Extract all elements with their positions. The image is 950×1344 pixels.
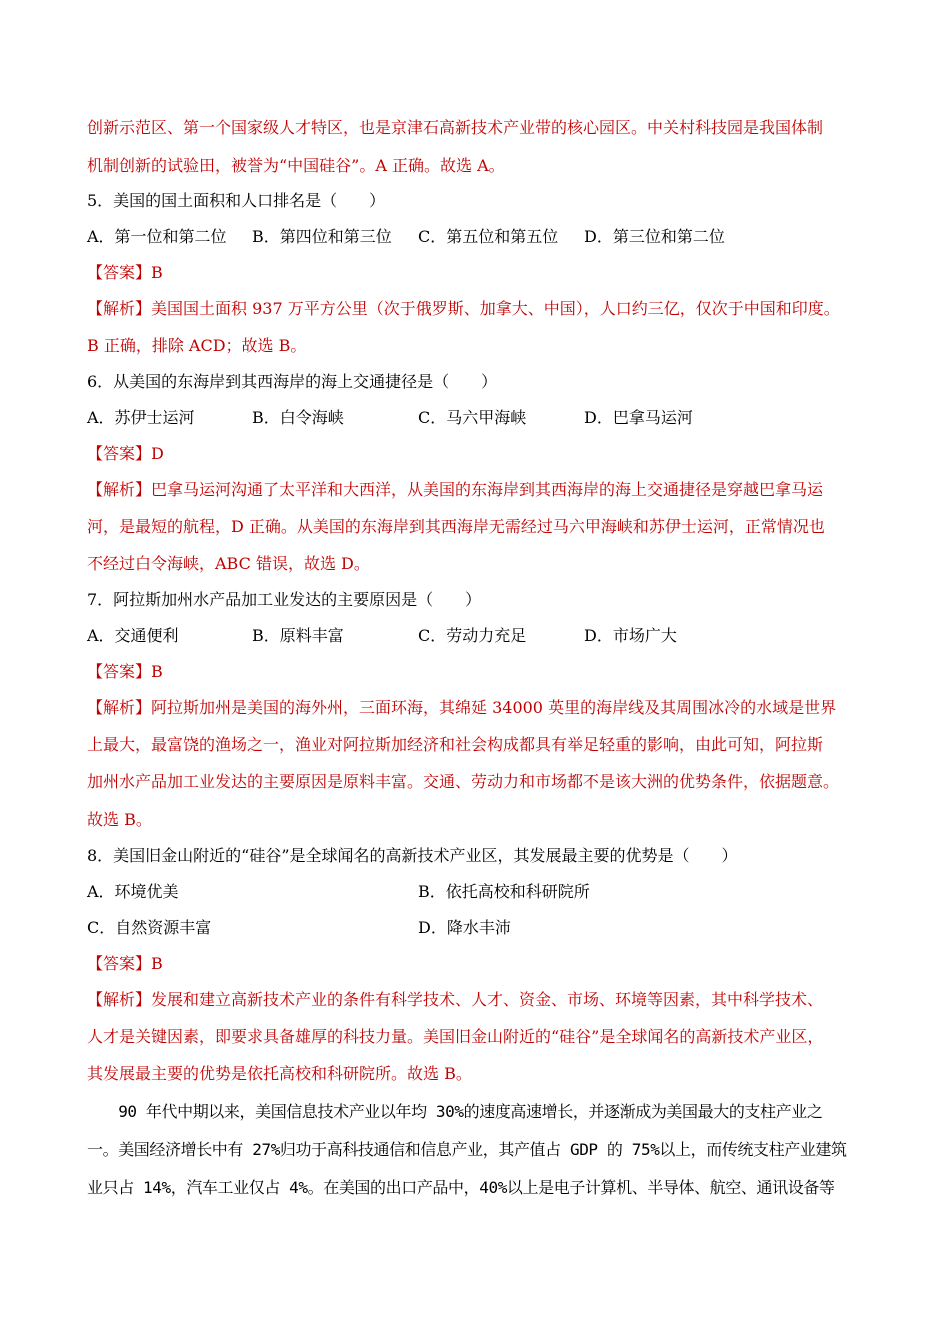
option-c: C．劳动力充足 [418, 626, 527, 645]
explanation-line: 不经过白令海峡，ABC 错误，故选 D。 [87, 554, 370, 573]
explanation-line: 河，是最短的航程，D 正确。从美国的东海岸到其西海岸无需经过马六甲海峡和苏伊士运河，正常情况也 [87, 517, 825, 536]
explanation-line: 故选 B。 [87, 810, 152, 829]
explanation-line: 上最大，最富饶的渔场之一，渔业对阿拉斯加经济和社会构成都具有举足轻重的影响，由此可知，阿拉斯 [87, 735, 824, 754]
option-c: C．自然资源丰富 [87, 918, 212, 937]
answer-label: 【答案】B [87, 954, 163, 973]
option-a: A．交通便利 [87, 626, 179, 645]
explanation-line: 加州水产品加工业发达的主要原因是原料丰富。交通、劳动力和市场都不是该大洲的优势条件，依据题意。 [87, 772, 840, 791]
passage-line: 业只占 14%，汽车工业仅占 4%。在美国的出口产品中，40%以上是电子计算机、半导体、航空、通讯设备等 [87, 1178, 835, 1197]
answer-label: 【答案】B [87, 662, 163, 681]
explanation-line: B 正确，排除 ACD；故选 B。 [87, 336, 307, 355]
option-d: D．市场广大 [584, 626, 677, 645]
passage-line: 90 年代中期以来，美国信息技术产业以年均 30%的速度高速增长，并逐渐成为美国最大的支柱产业之 [87, 1102, 823, 1121]
answer-label: 【答案】D [87, 444, 164, 463]
explanation-line: 【解析】美国国土面积 937 万平方公里（次于俄罗斯、加拿大、中国），人口约三亿，仅次于中国和印度。 [87, 299, 840, 318]
explanation-line: 【解析】发展和建立高新技术产业的条件有科学技术、人才、资金、市场、环境等因素，其中科学技术、 [87, 990, 824, 1009]
option-d: D．降水丰沛 [418, 918, 511, 937]
option-a: A．第一位和第二位 [87, 227, 227, 246]
option-b: B．依托高校和科研院所 [418, 882, 590, 901]
answer-label: 【答案】B [87, 263, 163, 282]
question-stem: 6．从美国的东海岸到其西海岸的海上交通捷径是（ ） [87, 372, 498, 391]
option-b: B．第四位和第三位 [252, 227, 392, 246]
explanation-line: 【解析】阿拉斯加州是美国的海外州，三面环海，其绵延 34000 英里的海岸线及其周围冰冷的水域是世界 [87, 698, 837, 717]
explanation-line: 创新示范区、第一个国家级人才特区，也是京津石高新技术产业带的核心园区。中关村科技园是我国体制 [87, 118, 824, 137]
explanation-line: 人才是关键因素，即要求具备雄厚的科技力量。美国旧金山附近的“硅谷”是全球闻名的高新技术产业区， [87, 1027, 824, 1046]
passage-line: 一。美国经济增长中有 27%归功于高科技通信和信息产业，其产值占 GDP 的 75%以上，而传统支柱产业建筑 [87, 1140, 847, 1159]
option-b: B．白令海峡 [252, 408, 344, 427]
explanation-line: 其发展最主要的优势是依托高校和科研院所。故选 B。 [87, 1064, 472, 1083]
option-d: D．巴拿马运河 [584, 408, 693, 427]
option-c: C．第五位和第五位 [418, 227, 559, 246]
option-a: A．环境优美 [87, 882, 179, 901]
explanation-line: 机制创新的试验田，被誉为“中国硅谷”。A 正确。故选 A。 [87, 156, 505, 175]
question-stem: 7．阿拉斯加州水产品加工业发达的主要原因是（ ） [87, 590, 482, 609]
explanation-line: 【解析】巴拿马运河沟通了太平洋和大西洋，从美国的东海岸到其西海岸的海上交通捷径是穿越巴拿马运 [87, 480, 824, 499]
option-c: C．马六甲海峡 [418, 408, 527, 427]
option-a: A．苏伊士运河 [87, 408, 195, 427]
option-b: B．原料丰富 [252, 626, 344, 645]
question-stem: 5．美国的国土面积和人口排名是（ ） [87, 191, 386, 210]
question-stem: 8．美国旧金山附近的“硅谷”是全球闻名的高新技术产业区，其发展最主要的优势是（ ） [87, 846, 738, 865]
option-d: D．第三位和第二位 [584, 227, 725, 246]
